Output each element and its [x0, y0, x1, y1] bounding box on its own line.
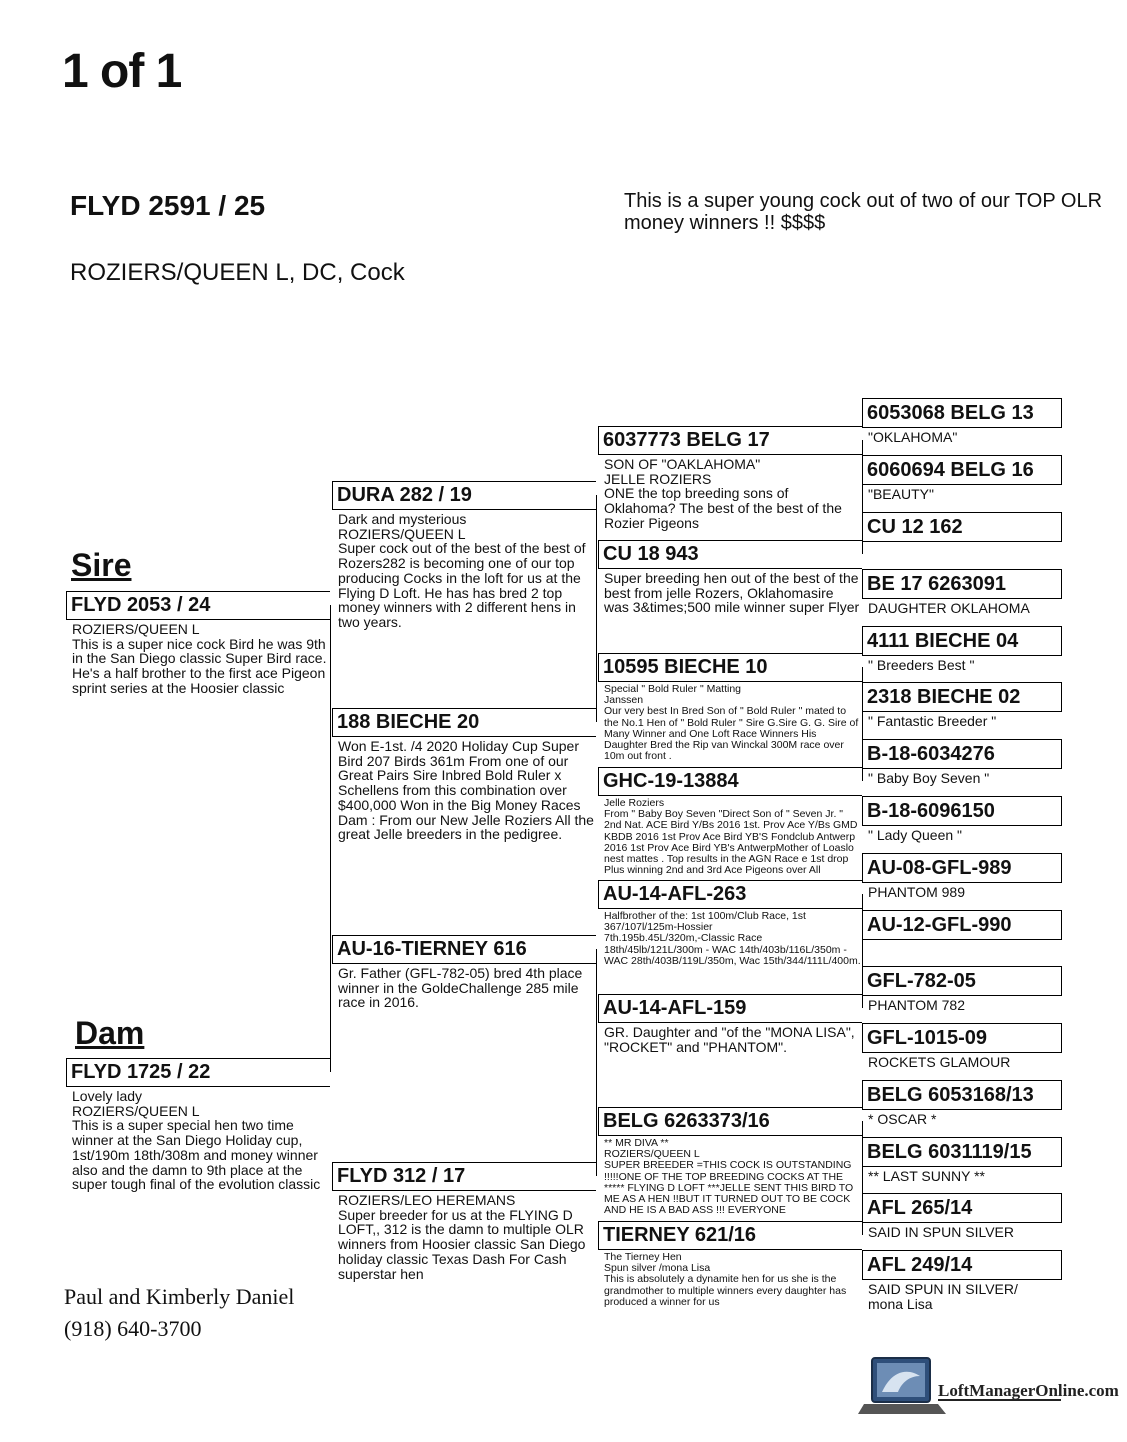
gen4-notes-11: PHANTOM 782: [868, 997, 965, 1013]
gen4-notes-16: SAID SPUN IN SILVER/ mona Lisa: [868, 1281, 1018, 1312]
gen4-notes-12: ROCKETS GLAMOUR: [868, 1054, 1011, 1070]
gen1-band-box-2: FLYD 1725 / 22: [66, 1058, 330, 1087]
gen2-notes-3: Gr. Father (GFL-782-05) bred 4th place winner in the GoldeChallenge 285 mile race in 2016.: [338, 965, 583, 1011]
gen3-band-box-2: CU 18 943: [598, 540, 862, 569]
gen4-band-box-16: AFL 249/14: [862, 1250, 1062, 1280]
gen3-notes-7: ** MR DIVA ** ROZIERS/QUEEN L SUPER BREEDER =THIS COCK IS OUTSTANDING !!!!!ONE OF THE TOP BREEDING COCKS AT THE ***** FLYING D LOFT ***JELLE SENT THIS BIRD TO ME AS A HEN !!BUT IT TURNED OUT TO BE COCK AND HE IS A BAD ASS !!! EVERYONE: [604, 1137, 854, 1217]
gen4-band-box-3: CU 12 162: [862, 512, 1062, 542]
gen2-notes-1: Dark and mysterious ROZIERS/QUEEN L Super cock out of the best of the best of Rozers282 is becoming one of our top producing Cocks in the loft for us at the Flying D Loft. He has has bred 2 top money winners with 2 different hens in two years.: [338, 511, 586, 630]
subject-subtitle: ROZIERS/QUEEN L, DC, Cock: [70, 259, 405, 286]
gen4-notes-4: DAUGHTER OKLAHOMA: [868, 600, 1030, 616]
subject-note: This is a super young cock out of two of our TOP OLR money winners !! $$$$: [624, 190, 1103, 234]
gen1-notes-2: Lovely lady ROZIERS/QUEEN L This is a super special hen two time winner at the San Diego Holiday cup, 1st/190m 18th/308m and money winner also and the damn to 9th place at the super tough final of the evolution classic: [72, 1088, 321, 1193]
loftmanager-logo: [858, 1352, 1119, 1420]
gen4-notes-2: "BEAUTY": [868, 486, 934, 502]
gen4-band-box-2: 6060694 BELG 16: [862, 455, 1062, 485]
gen4-notes-5: " Breeders Best ": [868, 657, 975, 673]
connector-line: [862, 440, 863, 554]
gen3-band-box-3: 10595 BIECHE 10: [598, 653, 862, 682]
gen2-band-box-2: 188 BIECHE 20: [332, 708, 596, 737]
dam-label: Dam: [75, 1015, 145, 1051]
svg-text:LoftManagerOnline.com: LoftManagerOnline.com: [938, 1381, 1119, 1400]
gen4-notes-14: ** LAST SUNNY **: [868, 1168, 985, 1184]
gen4-band-box-9: AU-08-GFL-989: [862, 853, 1062, 883]
gen3-band-box-4: GHC-19-13884: [598, 767, 862, 796]
gen4-notes-6: " Fantastic Breeder ": [868, 713, 997, 729]
gen4-band-box-5: 4111 BIECHE 04: [862, 626, 1062, 656]
gen4-notes-15: SAID IN SPUN SILVER: [868, 1224, 1015, 1240]
gen4-band-box-1: 6053068 BELG 13: [862, 398, 1062, 428]
gen2-band-box-1: DURA 282 / 19: [332, 481, 596, 510]
connector-line: [330, 605, 331, 1072]
connector-line: [596, 949, 597, 1176]
gen4-band-box-15: AFL 265/14: [862, 1193, 1062, 1223]
gen4-band-box-4: BE 17 6263091: [862, 569, 1062, 599]
gen3-notes-3: Special " Bold Ruler " Matting Janssen Our very best In Bred Son of " Bold Ruler " mated to the No.1 Hen of " Bold Ruler " Sire G.Sire G. G. Sire of Many Winner and One Loft Race Winners His Daughter Bred the Rip van Winckal 300M race over 10m out front .: [604, 683, 859, 763]
gen4-band-box-10: AU-12-GFL-990: [862, 910, 1062, 940]
gen4-band-box-12: GFL-1015-09: [862, 1023, 1062, 1053]
gen4-band-box-8: B-18-6096150: [862, 796, 1062, 826]
gen4-notes-9: PHANTOM 989: [868, 884, 965, 900]
gen4-notes-7: " Baby Boy Seven ": [868, 770, 990, 786]
gen3-notes-6: GR. Daughter and "of the "MONA LISA", "ROCKET" and "PHANTOM".: [604, 1024, 855, 1055]
gen3-notes-2: Super breeding hen out of the best of the best from jelle Rozers, Oklahomasire was 3&times;500 mile winner super Flyer: [604, 570, 860, 616]
gen2-notes-2: Won E-1st. /4 2020 Holiday Cup Super Bird 207 Birds 361m From one of our Great Pairs Sire Inbred Bold Ruler x Schellens from this combination over $400,000 Won in the Big Money Races Dam : From our New Jelle Roziers All the great Jelle breeders in the pedigree.: [338, 738, 594, 843]
connector-line: [862, 667, 863, 781]
gen3-notes-8: The Tierney Hen Spun silver /mona Lisa This is absolutely a dynamite hen for us she is the grandmother to multiple winners every daughter has produced a winner for us: [604, 1251, 847, 1308]
gen4-notes-10: [868, 942, 1066, 964]
gen4-notes-8: " Lady Queen ": [868, 827, 963, 843]
gen2-band-box-3: AU-16-TIERNEY 616: [332, 935, 596, 964]
gen3-band-box-8: TIERNEY 621/16: [598, 1221, 862, 1250]
gen3-band-box-6: AU-14-AFL-159: [598, 994, 862, 1023]
gen4-band-box-6: 2318 BIECHE 02: [862, 682, 1062, 712]
gen4-band-box-11: GFL-782-05: [862, 966, 1062, 996]
gen1-notes-1: ROZIERS/QUEEN L This is a super nice cock Bird he was 9th in the San Diego classic Super Bird race. He's a half brother to the first ace Pigeon sprint series at the Hoosier classic: [72, 621, 327, 696]
gen1-band-box-1: FLYD 2053 / 24: [66, 591, 330, 620]
gen3-band-box-1: 6037773 BELG 17: [598, 426, 862, 455]
page-counter: 1 of 1: [62, 45, 182, 98]
gen3-notes-1: SON OF "OAKLAHOMA" JELLE ROZIERS ONE the top breeding sons of Oklahoma? The best of the best of the Rozier Pigeons: [604, 456, 842, 531]
gen4-band-box-14: BELG 6031119/15: [862, 1137, 1062, 1167]
gen4-band-box-7: B-18-6034276: [862, 739, 1062, 769]
connector-line: [862, 894, 863, 1008]
gen2-notes-4: ROZIERS/LEO HEREMANS Super breeder for us at the FLYING D LOFT,, 312 is the damn to multiple OLR winners from Hoosier classic San Diego holiday classic Texas Dash For Cash superstar hen: [338, 1192, 586, 1282]
gen4-notes-13: * OSCAR *: [868, 1111, 937, 1127]
gen3-band-box-5: AU-14-AFL-263: [598, 880, 862, 909]
sire-label: Sire: [71, 547, 132, 583]
gen3-band-box-7: BELG 6263373/16: [598, 1107, 862, 1136]
subject-band-number: FLYD 2591 / 25: [70, 190, 266, 221]
gen4-notes-1: "OKLAHOMA": [868, 429, 958, 445]
gen4-notes-3: [868, 544, 1066, 566]
connector-line: [596, 495, 597, 722]
gen2-band-box-4: FLYD 312 / 17: [332, 1162, 596, 1191]
breeder-contact: Paul and Kimberly Daniel (918) 640-3700: [64, 1284, 295, 1341]
gen4-band-box-13: BELG 6053168/13: [862, 1080, 1062, 1110]
gen3-notes-5: Halfbrother of the: 1st 100m/Club Race, 1st 367/107l/125m-Hossier 7th.195b.45L/320m,-Classic Race 18th/45lb/121L/300m - WAC 14th/403b/116L/350m - WAC 28th/403B/119L/350m, Wac 15th/344/111L/400m.: [604, 910, 861, 967]
connector-line: [862, 1121, 863, 1235]
gen3-notes-4: Jelle Roziers From " Baby Boy Seven "Direct Son of " Seven Jr. " 2nd Nat. ACE Bird Y/Bs 2016 1st. Prov Ace Y/Bs GMD KBDB 2016 1st Prov Ace Bird YB'S Fondclub Antwerp 2016 1st Prov Ace Bird YB's AntwerpMother of Loaslo nest mattes . Top results in the AGN Race e 1st drop Plus winning 2nd and 3rd Ace Pigeons over All: [604, 797, 858, 877]
